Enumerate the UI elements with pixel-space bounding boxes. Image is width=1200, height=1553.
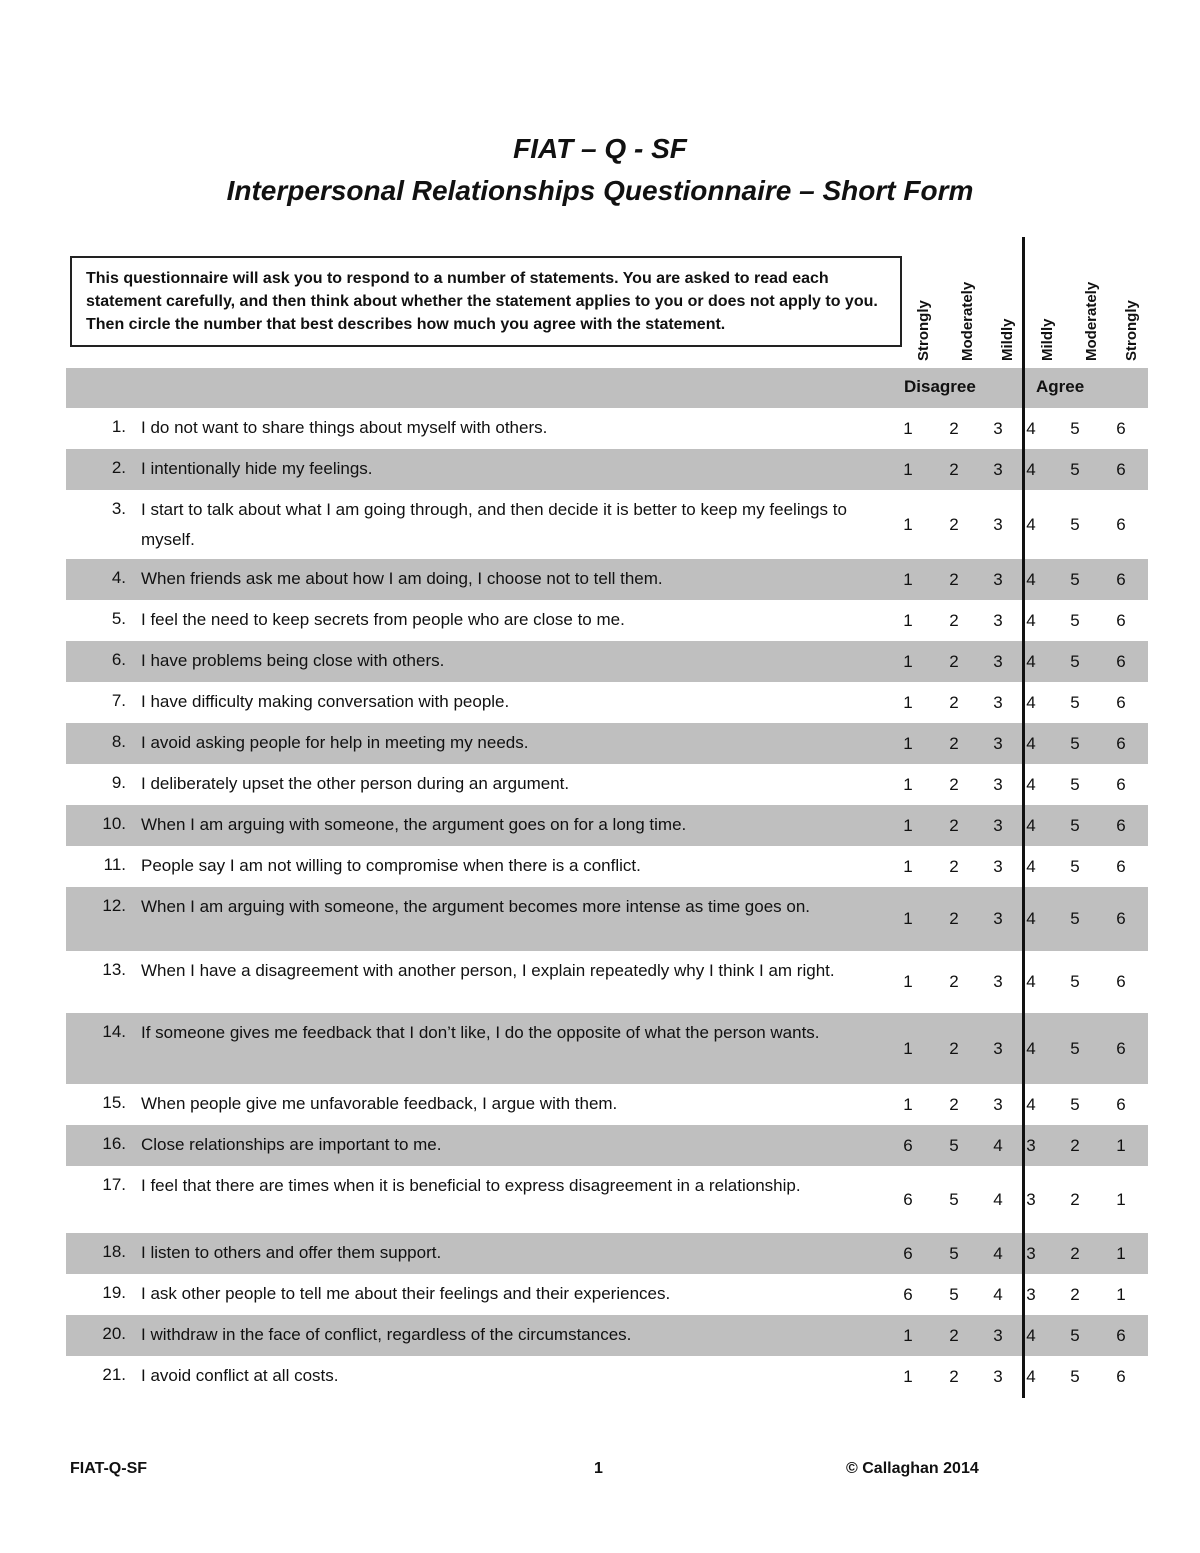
disagree-agree-divider xyxy=(1022,237,1025,1398)
score-option-4[interactable]: 4 xyxy=(1026,1039,1036,1058)
score-option-2[interactable]: 2 xyxy=(949,972,959,991)
score-option-3[interactable]: 3 xyxy=(993,775,1003,794)
score-option-4[interactable]: 4 xyxy=(1026,1326,1036,1345)
score-option-2[interactable]: 2 xyxy=(949,652,959,671)
score-option-3[interactable]: 3 xyxy=(993,419,1003,438)
score-option-5[interactable]: 5 xyxy=(1070,972,1080,991)
score-option-1[interactable]: 1 xyxy=(903,515,913,534)
table-row xyxy=(66,1356,1148,1397)
score-option-1[interactable]: 1 xyxy=(903,570,913,589)
score-option-5[interactable]: 5 xyxy=(1070,419,1080,438)
score-option-6[interactable]: 6 xyxy=(1116,1095,1126,1114)
page-title: FIAT – Q - SF xyxy=(513,133,687,164)
table-row xyxy=(66,559,1148,600)
score-option-3[interactable]: 4 xyxy=(993,1190,1003,1209)
item-number: 21. xyxy=(102,1365,126,1384)
score-option-4[interactable]: 4 xyxy=(1026,419,1036,438)
score-option-2[interactable]: 5 xyxy=(949,1244,959,1263)
score-option-4[interactable]: 4 xyxy=(1026,1367,1036,1386)
score-option-1[interactable]: 6 xyxy=(903,1136,913,1155)
score-option-5[interactable]: 5 xyxy=(1070,570,1080,589)
item-number: 10. xyxy=(102,814,126,833)
scale-col-strongly-disagree: Strongly xyxy=(915,300,932,361)
score-option-1[interactable]: 1 xyxy=(903,972,913,991)
item-number: 9. xyxy=(111,773,126,792)
score-option-1[interactable]: 1 xyxy=(903,1039,913,1058)
score-option-5[interactable]: 2 xyxy=(1070,1136,1080,1155)
table-row xyxy=(66,641,1148,682)
score-option-3[interactable]: 3 xyxy=(993,515,1003,534)
score-option-2[interactable]: 2 xyxy=(949,1367,959,1386)
score-option-6[interactable]: 6 xyxy=(1116,857,1126,876)
item-statement: When people give me unfavorable feedback, I argue with them. xyxy=(141,1094,618,1113)
item-number: 11. xyxy=(103,855,126,874)
score-option-1[interactable]: 6 xyxy=(903,1285,913,1304)
item-statement: When I am arguing with someone, the argument becomes more intense as time goes on. xyxy=(141,897,811,916)
score-option-2[interactable]: 2 xyxy=(949,515,959,534)
item-number: 8. xyxy=(111,732,126,751)
score-option-3[interactable]: 3 xyxy=(993,1039,1003,1058)
item-statement: I ask other people to tell me about their feelings and their experiences. xyxy=(141,1284,671,1303)
score-option-6[interactable]: 6 xyxy=(1116,460,1126,479)
item-statement: I avoid conflict at all costs. xyxy=(141,1366,339,1385)
scale-col-mildly-agree: Mildly xyxy=(1039,318,1056,361)
score-option-2[interactable]: 2 xyxy=(949,857,959,876)
item-statement: I feel that there are times when it is beneficial to express disagreement in a relationship. xyxy=(141,1176,801,1195)
item-number: 13. xyxy=(102,960,126,979)
footer-copyright: © Callaghan 2014 xyxy=(846,1460,979,1477)
item-number: 12. xyxy=(102,896,126,915)
score-option-6[interactable]: 6 xyxy=(1116,570,1126,589)
score-option-5[interactable]: 5 xyxy=(1070,775,1080,794)
score-option-2[interactable]: 2 xyxy=(949,775,959,794)
score-option-3[interactable]: 3 xyxy=(993,909,1003,928)
table-row xyxy=(66,887,1148,951)
score-option-6[interactable]: 1 xyxy=(1116,1136,1126,1155)
table-row xyxy=(66,723,1148,764)
table-row xyxy=(66,1013,1148,1084)
item-statement: Close relationships are important to me. xyxy=(141,1135,442,1154)
score-option-4[interactable]: 4 xyxy=(1026,611,1036,630)
score-option-4[interactable]: 4 xyxy=(1026,909,1036,928)
table-row xyxy=(66,1274,1148,1315)
score-option-1[interactable]: 1 xyxy=(903,1367,913,1386)
table-row xyxy=(66,805,1148,846)
scale-col-moderately-disagree: Moderately xyxy=(959,281,976,361)
item-statement: When I have a disagreement with another person, I explain repeatedly why I think I am right. xyxy=(141,961,835,980)
score-option-4[interactable]: 3 xyxy=(1026,1190,1036,1209)
score-option-6[interactable]: 6 xyxy=(1116,1367,1126,1386)
score-option-1[interactable]: 1 xyxy=(903,1095,913,1114)
score-option-5[interactable]: 5 xyxy=(1070,1039,1080,1058)
score-option-2[interactable]: 2 xyxy=(949,570,959,589)
agree-label: Agree xyxy=(1036,377,1085,396)
score-option-2[interactable]: 2 xyxy=(949,1095,959,1114)
table-row xyxy=(66,682,1148,723)
score-option-3[interactable]: 3 xyxy=(993,693,1003,712)
instructions-box: This questionnaire will ask you to respond to a number of statements. You are asked to read each statement carefully, and then think about whether the statement applies to you or does not apply to you. Then circle the number that best describes how much you agree with the statement. xyxy=(70,256,902,347)
score-option-1[interactable]: 1 xyxy=(903,1326,913,1345)
score-option-3[interactable]: 3 xyxy=(993,972,1003,991)
score-option-3[interactable]: 4 xyxy=(993,1285,1003,1304)
item-statement: When I am arguing with someone, the argument goes on for a long time. xyxy=(141,815,687,834)
score-option-2[interactable]: 5 xyxy=(949,1285,959,1304)
item-number: 16. xyxy=(102,1134,126,1153)
item-number: 19. xyxy=(102,1283,126,1302)
item-statement: I deliberately upset the other person during an argument. xyxy=(141,774,570,793)
score-option-6[interactable]: 1 xyxy=(1116,1244,1126,1263)
score-option-1[interactable]: 1 xyxy=(903,460,913,479)
score-option-5[interactable]: 5 xyxy=(1070,693,1080,712)
score-option-2[interactable]: 5 xyxy=(949,1136,959,1155)
scale-col-moderately-agree: Moderately xyxy=(1083,281,1100,361)
table-row xyxy=(66,600,1148,641)
score-option-5[interactable]: 2 xyxy=(1070,1285,1080,1304)
score-option-4[interactable]: 4 xyxy=(1026,515,1036,534)
score-option-3[interactable]: 3 xyxy=(993,857,1003,876)
score-option-3[interactable]: 3 xyxy=(993,1326,1003,1345)
score-option-5[interactable]: 5 xyxy=(1070,515,1080,534)
scale-col-mildly-disagree: Mildly xyxy=(999,318,1016,361)
item-number: 18. xyxy=(102,1242,126,1261)
item-number: 1. xyxy=(111,417,126,436)
score-option-1[interactable]: 6 xyxy=(903,1190,913,1209)
disagree-label: Disagree xyxy=(904,377,976,396)
table-row xyxy=(66,846,1148,887)
score-option-4[interactable]: 3 xyxy=(1026,1136,1036,1155)
item-statement: If someone gives me feedback that I don’t like, I do the opposite of what the person wants. xyxy=(141,1023,820,1042)
item-number: 14. xyxy=(102,1022,126,1041)
score-option-3[interactable]: 3 xyxy=(993,816,1003,835)
score-option-6[interactable]: 6 xyxy=(1116,734,1126,753)
score-option-2[interactable]: 2 xyxy=(949,460,959,479)
footer-form-id: FIAT-Q-SF xyxy=(70,1460,148,1477)
score-option-2[interactable]: 2 xyxy=(949,693,959,712)
score-option-3[interactable]: 3 xyxy=(993,611,1003,630)
score-option-6[interactable]: 6 xyxy=(1116,419,1126,438)
scale-col-strongly-agree: Strongly xyxy=(1123,300,1140,361)
score-option-5[interactable]: 2 xyxy=(1070,1190,1080,1209)
table-row xyxy=(66,1315,1148,1356)
score-option-3[interactable]: 3 xyxy=(993,570,1003,589)
score-option-6[interactable]: 6 xyxy=(1116,972,1126,991)
score-option-1[interactable]: 1 xyxy=(903,734,913,753)
item-number: 17. xyxy=(102,1175,126,1194)
item-number: 3. xyxy=(111,499,126,518)
score-option-2[interactable]: 2 xyxy=(949,419,959,438)
score-option-4[interactable]: 4 xyxy=(1026,775,1036,794)
page-subtitle: Interpersonal Relationships Questionnaire – Short Form xyxy=(226,175,974,206)
item-statement: People say I am not willing to compromise when there is a conflict. xyxy=(141,856,641,875)
score-option-4[interactable]: 4 xyxy=(1026,652,1036,671)
score-option-1[interactable]: 1 xyxy=(903,693,913,712)
score-option-5[interactable]: 5 xyxy=(1070,857,1080,876)
score-option-4[interactable]: 4 xyxy=(1026,816,1036,835)
item-number: 7. xyxy=(111,691,126,710)
score-option-4[interactable]: 3 xyxy=(1026,1244,1036,1263)
score-option-3[interactable]: 3 xyxy=(993,652,1003,671)
score-option-4[interactable]: 4 xyxy=(1026,972,1036,991)
score-option-2[interactable]: 2 xyxy=(949,909,959,928)
score-option-3[interactable]: 4 xyxy=(993,1136,1003,1155)
score-option-4[interactable]: 4 xyxy=(1026,734,1036,753)
table-row xyxy=(66,1125,1148,1166)
score-option-5[interactable]: 5 xyxy=(1070,816,1080,835)
score-option-4[interactable]: 4 xyxy=(1026,570,1036,589)
footer-page-number: 1 xyxy=(594,1460,603,1477)
item-statement: I avoid asking people for help in meeting my needs. xyxy=(141,733,529,752)
table-row xyxy=(66,764,1148,805)
table-row xyxy=(66,1233,1148,1274)
score-option-5[interactable]: 5 xyxy=(1070,734,1080,753)
item-statement: I start to talk about what I am going through, and then decide it is better to keep my feelings to myself. xyxy=(141,500,847,549)
score-option-5[interactable]: 5 xyxy=(1070,1367,1080,1386)
table-row xyxy=(66,951,1148,1013)
score-option-1[interactable]: 1 xyxy=(903,909,913,928)
score-option-6[interactable]: 6 xyxy=(1116,775,1126,794)
item-number: 4. xyxy=(111,568,126,587)
table-row xyxy=(66,449,1148,490)
score-option-6[interactable]: 6 xyxy=(1116,1326,1126,1345)
score-option-5[interactable]: 2 xyxy=(1070,1244,1080,1263)
score-option-5[interactable]: 5 xyxy=(1070,460,1080,479)
score-option-6[interactable]: 6 xyxy=(1116,1039,1126,1058)
item-number: 15. xyxy=(102,1093,126,1112)
item-statement: I intentionally hide my feelings. xyxy=(141,459,373,478)
score-option-2[interactable]: 2 xyxy=(949,816,959,835)
score-option-4[interactable]: 4 xyxy=(1026,460,1036,479)
score-option-6[interactable]: 6 xyxy=(1116,693,1126,712)
score-option-6[interactable]: 1 xyxy=(1116,1190,1126,1209)
score-option-6[interactable]: 6 xyxy=(1116,611,1126,630)
item-statement: When friends ask me about how I am doing, I choose not to tell them. xyxy=(141,569,663,588)
score-option-1[interactable]: 1 xyxy=(903,816,913,835)
score-option-2[interactable]: 2 xyxy=(949,611,959,630)
score-option-6[interactable]: 6 xyxy=(1116,515,1126,534)
score-option-2[interactable]: 5 xyxy=(949,1190,959,1209)
score-option-4[interactable]: 4 xyxy=(1026,857,1036,876)
item-statement: I do not want to share things about myself with others. xyxy=(141,418,548,437)
score-option-2[interactable]: 2 xyxy=(949,1039,959,1058)
score-option-1[interactable]: 1 xyxy=(903,419,913,438)
item-statement: I have problems being close with others. xyxy=(141,651,445,670)
scale-header-band xyxy=(66,368,1148,408)
score-option-6[interactable]: 6 xyxy=(1116,909,1126,928)
score-option-6[interactable]: 6 xyxy=(1116,816,1126,835)
score-option-1[interactable]: 1 xyxy=(903,857,913,876)
item-number: 6. xyxy=(111,650,126,669)
score-option-5[interactable]: 5 xyxy=(1070,909,1080,928)
score-option-1[interactable]: 1 xyxy=(903,652,913,671)
score-option-5[interactable]: 5 xyxy=(1070,611,1080,630)
item-statement: I listen to others and offer them support. xyxy=(141,1243,442,1262)
score-option-3[interactable]: 3 xyxy=(993,734,1003,753)
score-option-5[interactable]: 5 xyxy=(1070,1326,1080,1345)
item-number: 5. xyxy=(111,609,126,628)
item-number: 2. xyxy=(111,458,126,477)
score-option-6[interactable]: 1 xyxy=(1116,1285,1126,1304)
item-statement: I have difficulty making conversation with people. xyxy=(141,692,510,711)
score-option-1[interactable]: 1 xyxy=(903,775,913,794)
table-row xyxy=(66,1084,1148,1125)
item-number: 20. xyxy=(102,1324,126,1343)
score-option-3[interactable]: 4 xyxy=(993,1244,1003,1263)
score-option-1[interactable]: 6 xyxy=(903,1244,913,1263)
table-row xyxy=(66,408,1148,449)
score-option-6[interactable]: 6 xyxy=(1116,652,1126,671)
score-option-4[interactable]: 3 xyxy=(1026,1285,1036,1304)
table-row xyxy=(66,490,1148,559)
score-option-3[interactable]: 3 xyxy=(993,1095,1003,1114)
score-option-4[interactable]: 4 xyxy=(1026,1095,1036,1114)
score-option-5[interactable]: 5 xyxy=(1070,1095,1080,1114)
score-option-3[interactable]: 3 xyxy=(993,1367,1003,1386)
table-row xyxy=(66,1166,1148,1233)
score-option-2[interactable]: 2 xyxy=(949,1326,959,1345)
score-option-2[interactable]: 2 xyxy=(949,734,959,753)
item-statement: I feel the need to keep secrets from people who are close to me. xyxy=(141,610,625,629)
score-option-1[interactable]: 1 xyxy=(903,611,913,630)
score-option-3[interactable]: 3 xyxy=(993,460,1003,479)
score-option-5[interactable]: 5 xyxy=(1070,652,1080,671)
item-statement: I withdraw in the face of conflict, regardless of the circumstances. xyxy=(141,1325,632,1344)
score-option-4[interactable]: 4 xyxy=(1026,693,1036,712)
